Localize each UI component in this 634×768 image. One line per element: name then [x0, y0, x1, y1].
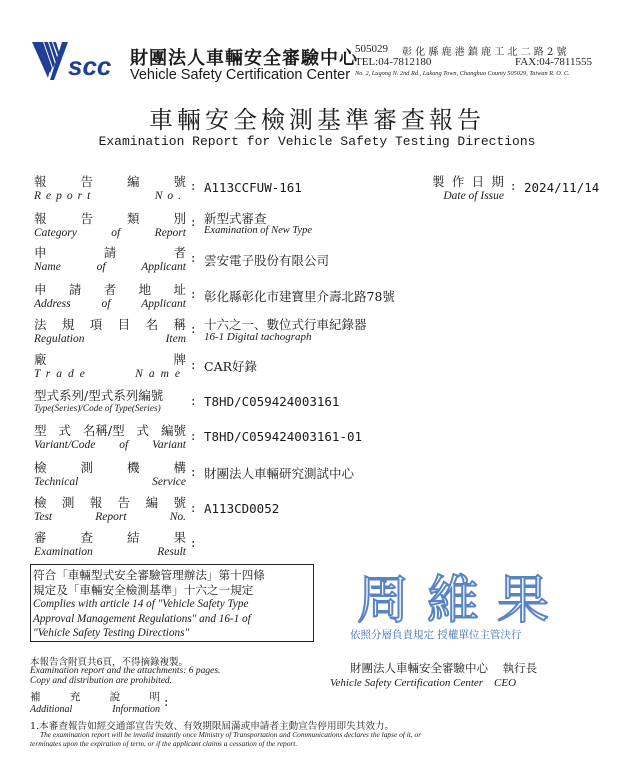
technical-service-value: 財團法人車輛研究測試中心 — [204, 466, 355, 481]
issue-date-label-cn: 製 作 日 期 — [432, 174, 504, 189]
tel: TEL:04-7812180 — [355, 56, 432, 68]
footnote-en1: The examination report will be invalid instantly once Ministry of Transportation and Communications declares the lapse of it, or — [40, 730, 422, 739]
report-no-value: A113CCFUW-161 — [204, 180, 302, 195]
test-report-no-value: A113CD0052 — [204, 501, 280, 516]
result-cn-line1: 符合「車輛型式安全審驗管理辦法」第十四條 — [33, 568, 265, 582]
field-test-report-no: 檢 測 報 告 編 號 Test Report No. — [34, 495, 186, 523]
address-value: 彰化縣彰化市建寶里介壽北路78號 — [204, 289, 395, 304]
field-issue-date — [432, 172, 504, 202]
attachments-en2: Copy and distribution are prohibited. — [30, 676, 173, 686]
svg-text:周維果: 周維果 — [356, 571, 568, 630]
attachments-en1: Examination report and the attachments: 6 pages. — [30, 666, 221, 676]
field-additional-info: 補 充 說 明 Additional Information — [30, 691, 160, 715]
signature-stamp — [344, 564, 584, 644]
field-address: 申 請 者 地 址 Address of Applicant — [34, 282, 186, 310]
category-value-en: Examination of New Type — [204, 225, 312, 236]
result-en-line1: Complies with article 14 of "Vehicle Safety Type — [33, 598, 249, 610]
trade-name-value: CAR好錄 — [204, 359, 258, 374]
field-report-no — [34, 172, 186, 202]
regulation-value-cn: 十六之一、數位式行車紀錄器 — [204, 317, 367, 332]
result-cn-line2: 規定及「車輛安全檢測基準」十六之一規定 — [33, 583, 254, 597]
regulation-value-en: 16-1 Digital tachograph — [204, 331, 312, 343]
result-box — [30, 564, 314, 642]
postal-code: 505029 — [355, 43, 388, 55]
type-series-value: T8HD/C059424003161 — [204, 394, 340, 409]
org-name-cn: 財團法人車輛安全審驗中心 — [130, 48, 358, 69]
footnote-cn: 1.本審查報告如經交通部宣告失效、有效期限屆滿或申請者主動宣告停用即失其效力。 — [30, 721, 395, 732]
field-exam-result: 審 查 結 果 Examination Result — [34, 530, 186, 558]
report-no-label-en: Report No. — [34, 190, 186, 202]
signature-en: Vehicle Safety Certification Center CEO — [330, 677, 517, 689]
issue-date-label-en: Date of Issue — [443, 190, 504, 202]
field-variant: 型 式 名稱/型 式 編號 Variant/Code of Variant — [34, 423, 186, 451]
svg-text:scc: scc — [68, 51, 112, 81]
variant-value: T8HD/C059424003161-01 — [204, 429, 363, 444]
field-regulation: 法 規 項 目 名 稱 Regulation Item — [34, 317, 186, 345]
fax: FAX:04-7811555 — [515, 56, 592, 68]
address-cn: 彰 化 縣 鹿 港 鎮 鹿 工 北 二 路 2 號 — [402, 47, 567, 58]
stamp-caption: 依照分層負責規定 授權單位主管決行 — [350, 629, 522, 641]
attachments-cn: 本報告含附頁共6頁，不得摘錄複製。 — [30, 657, 189, 668]
vscc-logo — [32, 40, 124, 84]
signature-cn: 財團法人車輛安全審驗中心 執行長 — [350, 661, 538, 675]
address-en: No. 2, Lugong N. 2nd Rd., Lukang Town, Changhua County 505029, Taiwan R. O. C. — [355, 70, 570, 77]
result-en-line3: "Vehicle Safety Testing Directions" — [33, 627, 190, 639]
report-title-en: Examination Report for Vehicle Safety Testing Directions — [98, 134, 536, 149]
category-value-cn: 新型式審查 — [204, 211, 267, 226]
report-no-label-cn: 報 告 編 號 — [34, 174, 186, 189]
field-category: 報 告 類 別 Category of Report — [34, 211, 186, 239]
footnote-en2: terminates upon the expiration of term, or if the applicant claims a cessation of the report. — [30, 739, 298, 748]
applicant-value: 雲安電子股份有限公司 — [204, 253, 330, 268]
result-en-line2: Approval Management Regulations" and 16-1 of — [33, 613, 251, 625]
issue-date-value: 2024/11/14 — [524, 180, 600, 195]
stamp-name-graphic — [344, 564, 584, 630]
field-type-series: 型式系列/型式系列編號 Type(Series)/Code of Type(Series) — [34, 388, 164, 414]
report-title-cn: 車輛安全檢測基準審查報告 — [149, 106, 485, 134]
field-technical-service: 檢 測 機 構 Technical Service — [34, 460, 186, 488]
field-applicant: 申 請 者 Name of Applicant — [34, 245, 186, 273]
org-name-en: Vehicle Safety Certification Center — [130, 67, 351, 83]
field-trade-name: 廠 牌 Trade Name — [34, 352, 186, 380]
